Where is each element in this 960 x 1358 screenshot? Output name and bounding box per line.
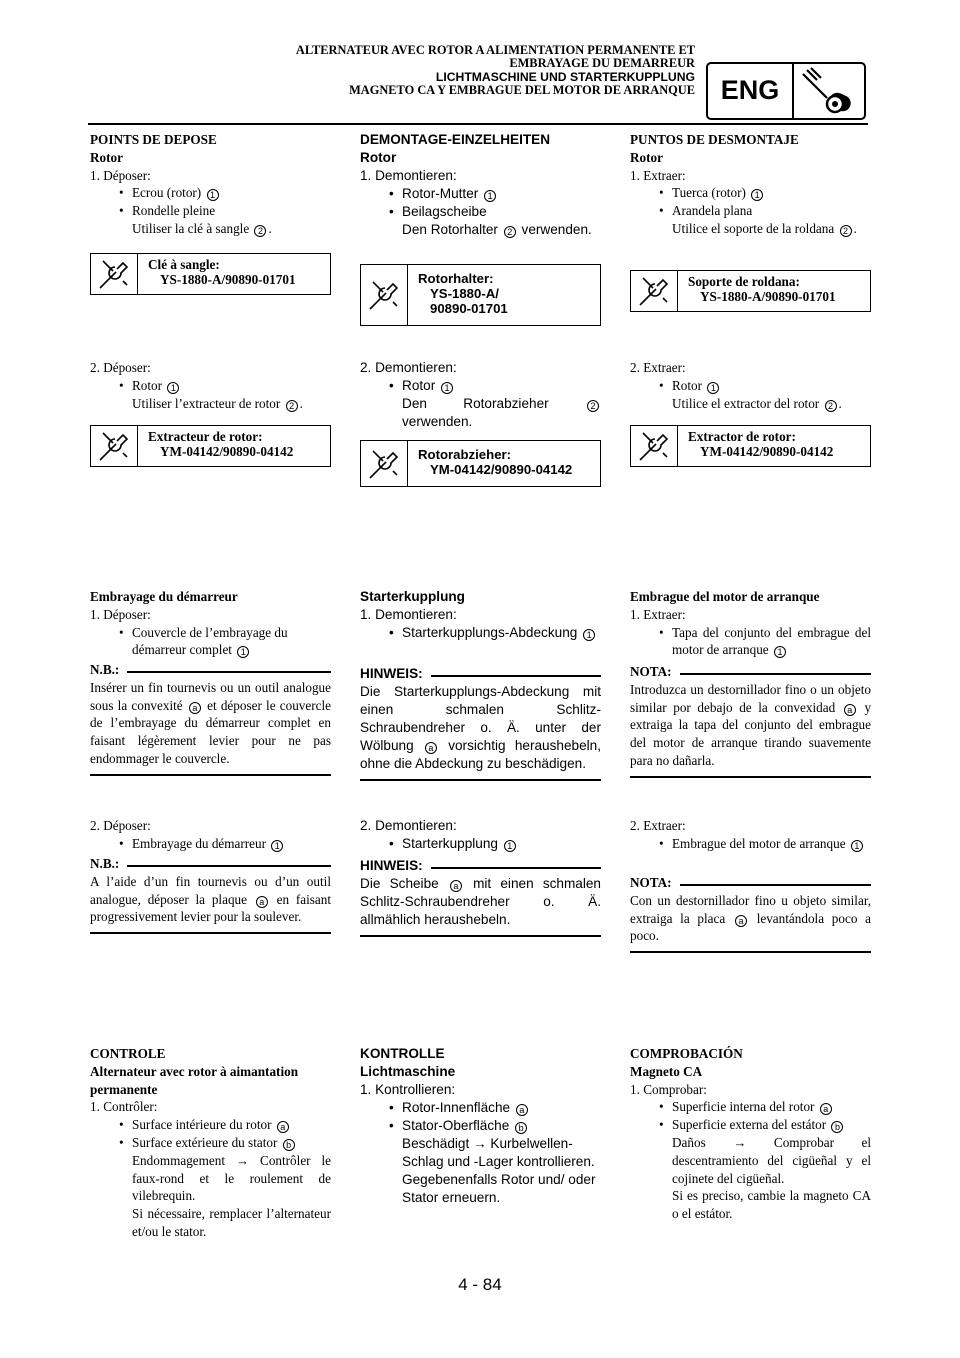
de-inspection-section: KONTROLLE Lichtmaschine 1. Kontrollieren: • Rotor-Innenfläche a • Stator-Oberfläche b Beschädigt → Kurbelwellen-Schlag und -Lager kontrollieren. Gegebenenfalls Rotor und/ oder Stator erneuern. (360, 1045, 601, 1207)
fr-step-1: 1. Déposer: (90, 167, 151, 183)
fr-starter-title: Embrayage du démarreur (90, 589, 238, 604)
de-note-2: HINWEIS: Die Scheibe a mit einen schmalen Schlitz-Schraubendreher o. Ä. allmählich heraushebeln. (360, 857, 601, 937)
es-note-1: NOTA: Introduzca un destornillador fino o un objeto similar por debajo de la convexidad a y extraiga la tapa del conjunto del embrague del motor de arranque tirando suavemente para no dañarla. (630, 663, 871, 778)
es-removal-section: PUNTOS DE DESMONTAJE Rotor 1. Extraer: • Tuerca (rotor) 1 • Arandela plana Utilice el soporte de la roldana 2 . (630, 131, 871, 238)
tool-icon (91, 426, 138, 466)
de-note-1: HINWEIS: Die Starterkupplungs-Abdeckung mit einen schmalen Schlitz-Schraubendreher o. Ä. unter der Wölbung a vorsichtig heraushebeln, ohne die Abdeckung zu beschädigen. (360, 665, 601, 781)
header-line-3: LICHTMASCHINE UND STARTERKUPPLUNG (435, 69, 695, 84)
tool-icon (631, 271, 678, 311)
header-line-1: ALTERNATEUR AVEC ROTOR A ALIMENTATION PERMANENTE ET (295, 43, 695, 57)
fr-tool-rotor-puller: Extracteur de rotor: YM-04142/90890-04142 (90, 425, 331, 467)
header-rule (88, 123, 868, 125)
es-tool-rotor-puller: Extractor de rotor: YM-04142/90890-04142 (630, 425, 871, 467)
es-step2-section: 2. Extraer: • Rotor 1 Utilice el extractor del rotor 2 . (630, 359, 871, 412)
fr-starter-clutch-section: Embrayage du démarreur 1. Déposer: • Couvercle de l’embrayage du démarreur complet 1 (90, 588, 331, 659)
header-line-4: MAGNETO CA Y EMBRAGUE DEL MOTOR DE ARRANQUE (349, 83, 695, 98)
fr-step2b-section: 2. Déposer: • Embrayage du démarreur 1 (90, 817, 331, 853)
fr-item-rotor-nut: • Ecrou (rotor) 1 (90, 184, 331, 202)
fr-step2-section: 2. Déposer: • Rotor 1 Utiliser l’extracteur de rotor 2 . (90, 359, 331, 412)
fr-step-2: 2. Déposer: (90, 360, 151, 375)
es-inspection-section: COMPROBACIÓN Magneto CA 1. Comprobar: • Superficie interna del rotor a • Superficie externa del estátor b Daños → Comprobar el descentramiento del cigüeñal y el cojinete del cigüeñal. Si es preciso, cambie la magneto CA o el estátor. (630, 1045, 871, 1223)
es-step2b-section: 2. Extraer: • Embrague del motor de arranque 1 (630, 817, 871, 853)
tool-icon (631, 426, 678, 466)
callout-2: 2 (254, 225, 266, 237)
de-starter-clutch-section: Starterkupplung 1. Demontieren: • Starterkupplungs-Abdeckung 1 (360, 588, 601, 642)
de-removal-section: DEMONTAGE-EINZELHEITEN Rotor 1. Demontieren: • Rotor-Mutter 1 • Beilagscheibe Den Rotorhalter 2 verwenden. (360, 131, 601, 239)
page-number: 4 - 84 (458, 1275, 502, 1294)
es-starter-clutch-section: Embrague del motor de arranque 1. Extraer: • Tapa del conjunto del embrague del motor de arranque 1 (630, 588, 871, 659)
de-tool-rotor-holder: Rotorhalter: YS-1880-A/ 90890-01701 (360, 264, 601, 326)
section-badge (706, 62, 866, 120)
fr-inspection-section: CONTROLE Alternateur avec rotor à aimantation permanente 1. Contrôler: • Surface intérieure du rotor a • Surface extérieure du stator b Endommagement → Contrôler le faux-rond et le roulement de vilebrequin. Si nécessaire, remplacer l’alternateur et/ou le stator. (90, 1045, 331, 1241)
page-header (150, 44, 695, 98)
es-tool-strap-wrench: Soporte de roldana: YS-1880-A/90890-01701 (630, 270, 871, 312)
de-tool-rotor-puller: Rotorabzieher: YM-04142/90890-04142 (360, 440, 601, 487)
de-step2b-section: 2. Demontieren: • Starterkupplung 1 (360, 817, 601, 853)
fr-section-title: POINTS DE DEPOSE (90, 132, 217, 147)
header-line-2: EMBRAYAGE DU DEMARREUR (509, 56, 695, 71)
fr-tool-strap-wrench: Clé à sangle: YS-1880-A/90890-01701 (90, 253, 331, 295)
es-note-2: NOTA: Con un destornillador fino u objeto similar, extraiga la placa a levantándola poco a poco. (630, 874, 871, 953)
fr-note-1: N.B.: Insérer un fin tournevis ou un outil analogue sous la convexité a et déposer le couvercle de l’embrayage du démarreur complet en faisant légèrement levier pour ne pas endommager le couvercle. (90, 661, 331, 776)
fr-instruction: Utiliser la clé à sangle 2 . (132, 220, 272, 236)
fr-note-2: N.B.: A l’aide d’un fin tournevis ou d’un outil analogue, déposer la plaque a en faisant progressivement levier pour la soulever. (90, 855, 331, 934)
fr-removal-section (90, 131, 331, 238)
fr-item-washer: • Rondelle pleine (90, 202, 331, 220)
tool-icon (361, 441, 408, 486)
tool-icon (361, 265, 408, 325)
wrench-pliers-icon (794, 64, 864, 118)
callout-1: 1 (207, 189, 219, 201)
tool-icon (91, 254, 138, 294)
section-badge-label: ENG (708, 64, 794, 118)
fr-subsection-title: Rotor (90, 149, 123, 165)
de-step2-section: 2. Demontieren: • Rotor 1 Den Rotorabzieher 2 verwenden. (360, 359, 601, 431)
